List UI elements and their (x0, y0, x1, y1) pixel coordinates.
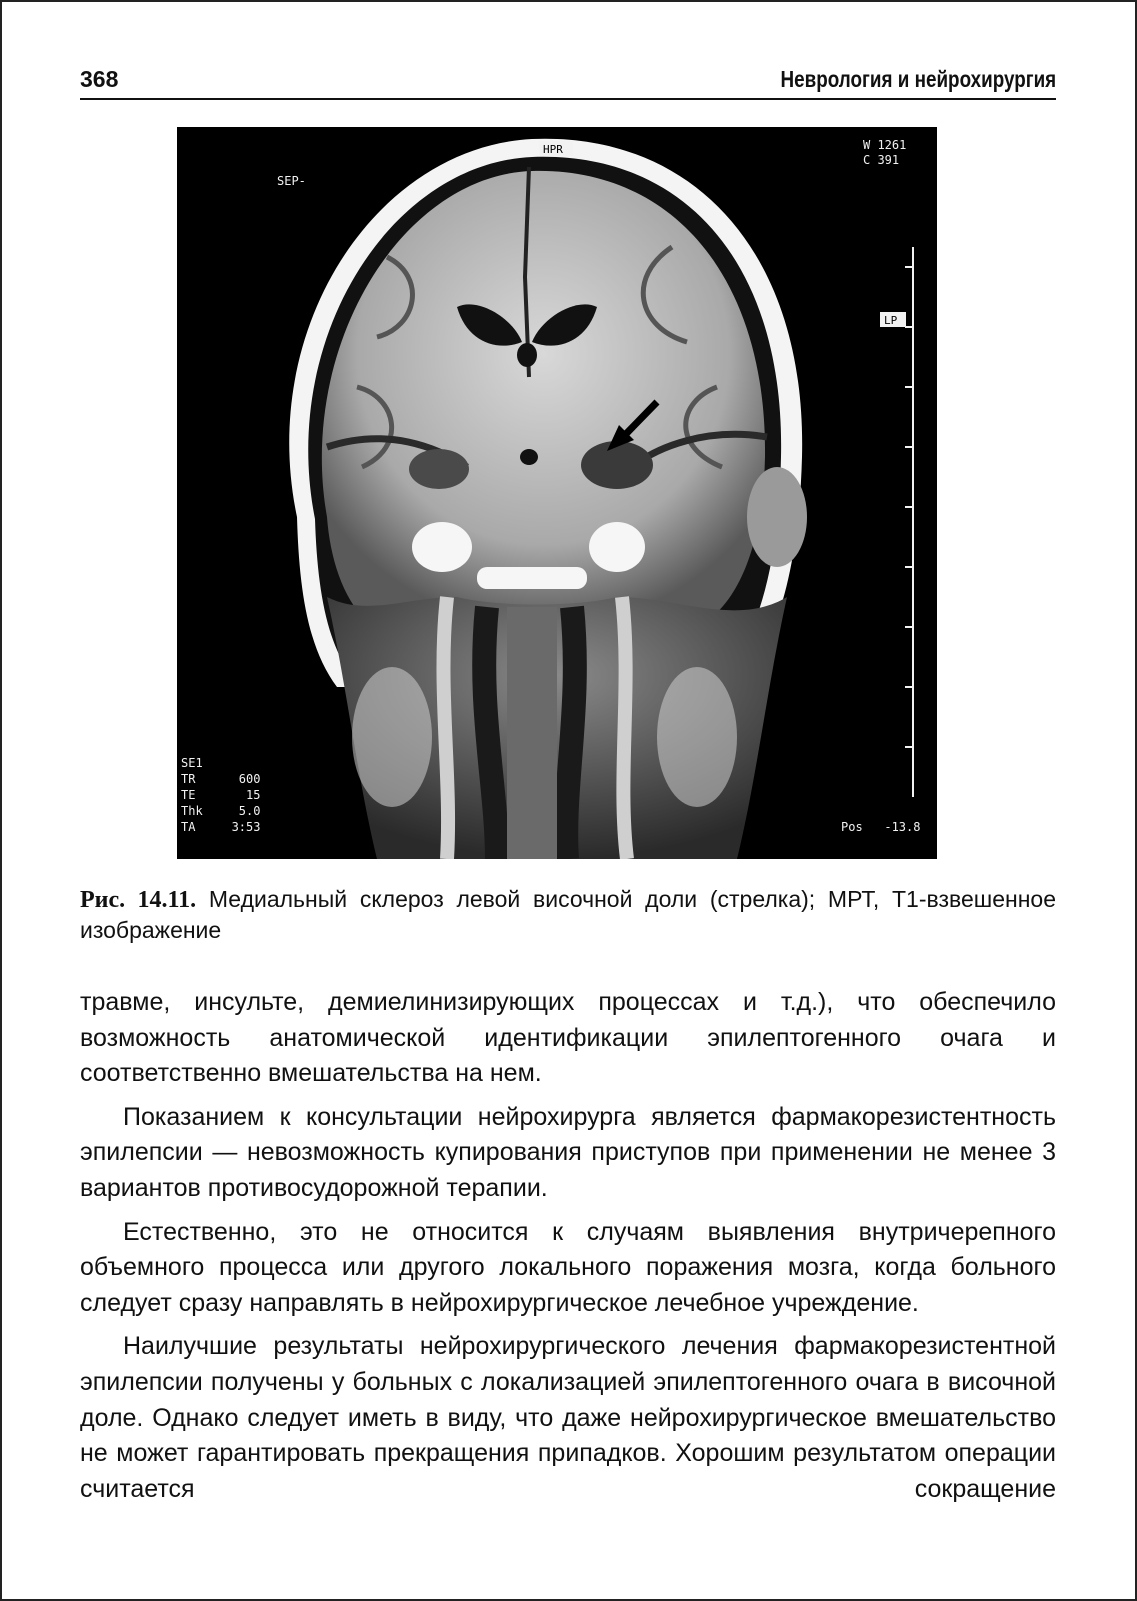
mri-position: Pos -13.8 (841, 820, 921, 834)
paragraph: Естественно, это не относится к случаям выявления внутричерепного объемного процесса или другого локального поражения мозга, когда больного следует сразу направлять в нейрохирургическое лечебное учреждение. (80, 1217, 1056, 1317)
mri-window-center: C 391 (863, 153, 900, 167)
mri-image (177, 127, 937, 859)
caption-text: Медиальный склероз левой височной доли (стрелка); МРТ, Т1-взвешенное изображение (80, 886, 1056, 943)
mri-window-width: W 1261 (863, 138, 907, 152)
mri-left-label: SEP- (277, 174, 306, 188)
caption-label: Рис. 14.11. (80, 887, 197, 913)
figure-caption (80, 884, 1056, 945)
mri-param-te: TE 15 (181, 788, 261, 802)
mri-side-label: LP (884, 314, 898, 327)
mri-figure (177, 127, 937, 859)
mri-param-thk: Thk 5.0 (181, 804, 261, 818)
paragraph: травме, инсульте, демиелинизирующих процессах и т.д.), что обеспечило возможность анатомической идентификации эпилептогенного очага и соответственно вмешательства на нем. (80, 988, 1056, 1088)
paragraph: Показанием к консультации нейрохирурга является фармакорезистентность эпилепсии — невозможность купирования приступов при применении не менее 3 вариантов противосудорожной терапии. (80, 1102, 1056, 1202)
body-text (80, 985, 1056, 1515)
section-title: Неврология и нейрохирургия (780, 66, 1056, 92)
mri-top-label: HPR (543, 143, 563, 156)
mri-param-ta: TA 3:53 (181, 820, 261, 834)
mri-param-tr: TR 600 (181, 772, 261, 786)
page-number: 368 (80, 66, 119, 92)
running-head (80, 62, 1056, 100)
mri-param-se: SE1 (181, 756, 203, 770)
paragraph: Наилучшие результаты нейрохирургического лечения фармакорезистентной эпилепсии получены у больных с локализацией эпилептогенного очага в височной доле. Однако следует иметь в виду, что даже нейрохирургическое вмешательство не может гарантировать прекращения припадков. Хорошим результатом операции считается сокращение (80, 1332, 1056, 1503)
